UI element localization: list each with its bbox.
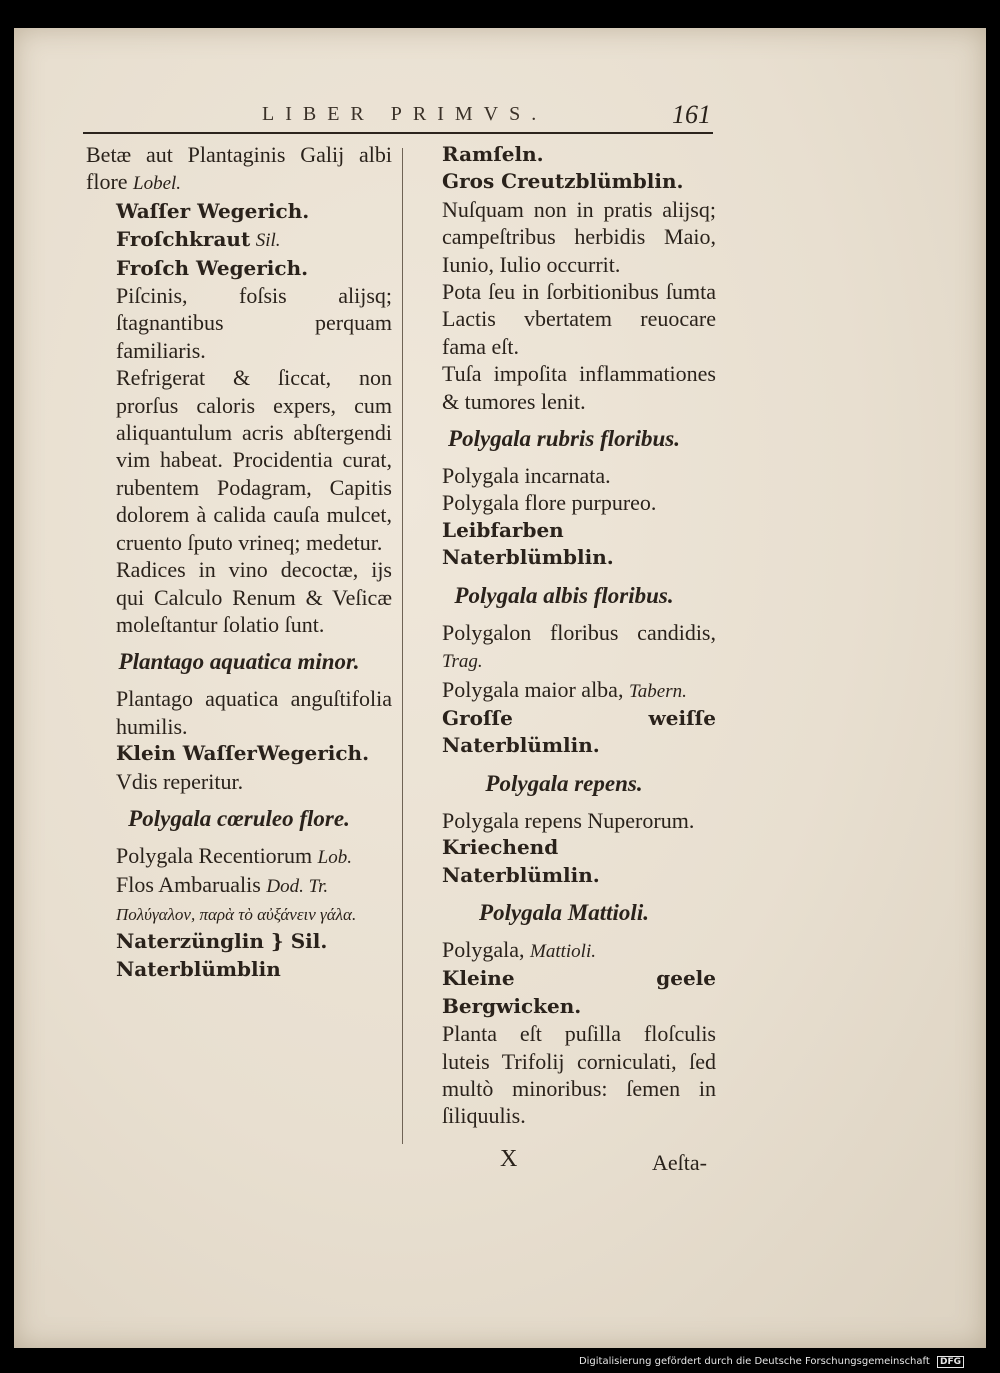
- text-block: Betæ aut Plantaginis Galij albi flore Lobel.: [86, 142, 392, 195]
- text-block: Polygala incarnata.: [442, 463, 611, 489]
- signature-mark: X: [500, 1146, 518, 1172]
- vernacular-name: Naterblümblin: [116, 956, 281, 981]
- page-number: 161: [672, 100, 711, 129]
- text-block: Piſcinis, foſsis alijsq; ſtagnantibus perquam familiaris.: [116, 283, 392, 363]
- text-block: Polygala, Mattioli.: [442, 936, 596, 962]
- section-heading: Polygala rubris floribus.: [448, 426, 680, 452]
- dfg-logo-icon: DFG: [937, 1356, 964, 1368]
- text-block: Radices in vino decoctæ, ijs qui Calculo Renum & Veſicæ moleſtantur ſolatio ſunt.: [116, 557, 392, 637]
- vernacular-name: Leibfarben Naterblümblin.: [442, 517, 614, 570]
- section-heading: Plantago aquatica minor.: [118, 649, 360, 675]
- section-heading: Polygala Mattioli.: [479, 899, 649, 925]
- vernacular-name: Waſſer Wegerich.: [116, 198, 310, 223]
- right-column: [412, 141, 716, 1130]
- running-head: LIBER PRIMVS.: [262, 103, 548, 125]
- column-divider: [402, 148, 403, 1144]
- text-block: Flos Ambarualis Dod. Tr.: [116, 872, 329, 898]
- text-block: Tuſa impoſita inflammationes & tumores lenit.: [442, 361, 716, 414]
- left-column: [86, 141, 392, 983]
- text-block: Polygala flore purpureo.: [442, 490, 657, 516]
- text-block: Polygalon floribus candidis, Trag.: [442, 619, 716, 673]
- text-block: Vdis reperitur.: [116, 768, 244, 794]
- credit-text: Digitalisierung gefördert durch die Deutsche Forschungsgemeinschaft: [578, 1356, 930, 1367]
- section-heading: Polygala albis floribus.: [454, 582, 674, 608]
- text-block: Refrigerat & ſiccat, non prorſus caloris expers, cum aliquantulum acris abſtergendi vim habeat. Procidentia curat, rubentem Podagram, Capitis dolorem à calida cauſa mulcet, cruento ſputo vrineq; medetur.: [116, 365, 392, 555]
- text-block: Planta eſt puſilla floſculis luteis Trifolij corniculati, ſed multò minoribus: ſemen in ſiliquulis.: [442, 1021, 716, 1129]
- text-block: Polygala maior alba, Tabern.: [442, 676, 687, 702]
- vernacular-name: Klein WaſſerWegerich.: [116, 741, 370, 766]
- text-block: Nuſquam non in pratis alijsq; campeſtribus herbidis Maio, Iunio, Iulio occurrit.: [442, 196, 716, 277]
- text-block: Polygala Recentiorum Lob.: [116, 842, 352, 868]
- vernacular-name: Groſſe weiſſe Naterblümlin.: [442, 705, 716, 758]
- vernacular-name: Naterzünglin } Sil.: [116, 929, 328, 954]
- text-block: Plantago aquatica anguſtifolia humilis.: [116, 686, 392, 739]
- vernacular-name: Ramſeln.: [442, 142, 544, 166]
- section-heading: Polygala cœruleo flore.: [128, 805, 350, 831]
- section-heading: Polygala repens.: [485, 770, 643, 796]
- catchword: Aeſta-: [652, 1150, 707, 1175]
- text-block: Pota ſeu in ſorbitionibus ſumta Lactis vbertatem reuocare fama eſt.: [442, 279, 716, 359]
- text-block: Polygala repens Nuperorum.: [442, 807, 695, 833]
- vernacular-name: Kleine geele Bergwicken.: [442, 966, 716, 1018]
- greek-text: Πολύγαλον, παρὰ τὸ αὐξάνειν γάλα.: [116, 904, 357, 924]
- vernacular-name: Froſchkraut Sil.: [116, 227, 281, 252]
- vernacular-name: Kriechend Naterblümlin.: [442, 835, 600, 887]
- vernacular-name: Froſch Wegerich.: [116, 255, 309, 280]
- digitization-credit: [579, 1356, 964, 1368]
- vernacular-name: Gros Creutzblümblin.: [442, 169, 684, 194]
- header-rule: [83, 132, 713, 134]
